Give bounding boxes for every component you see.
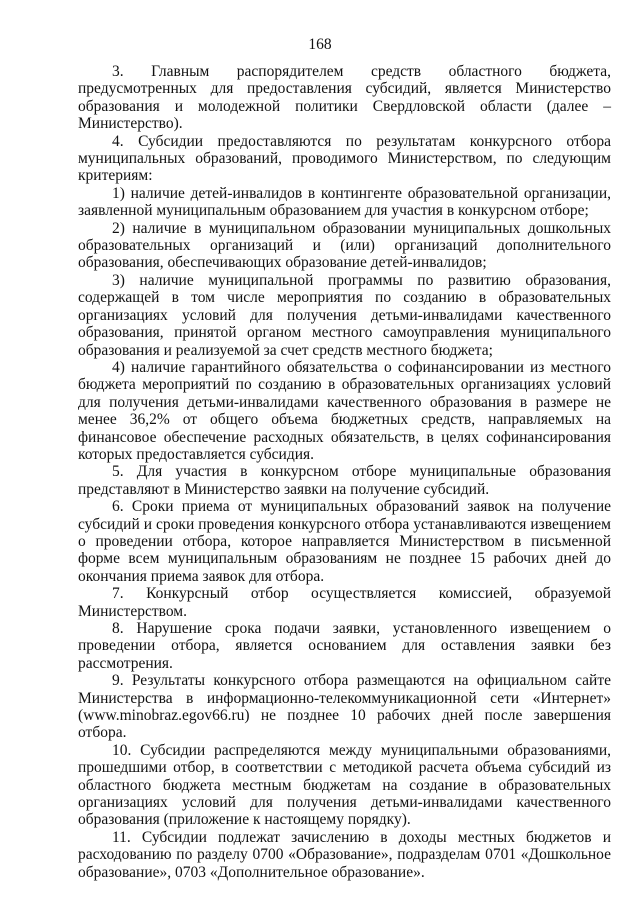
paragraph-10: 10. Субсидии распределяются между муниципальными образованиями, прошедшими отбор, в соответствии с методикой расчета объема субсидий из областного бюджета местным бюджетам на создание в образовательных организациях условий для получения детьми-инвалидами качественного образования (приложение к настоящему порядку). [78,741,611,829]
criterion-3: 3) наличие муниципальной программы по развитию образования, содержащей в том числе мероприятия по созданию в образовательных организациях условий для получения детьми-инвалидами качественного образования, принятой органом местного самоуправления муниципального образования и реализуемой за счет средств местного бюджета; [78,271,611,359]
paragraph-11: 11. Субсидии подлежат зачислению в доходы местных бюджетов и расходованию по разделу 0700 «Образование», подразделам 0701 «Дошкольное образование», 0703 «Дополнительное образование». [78,828,611,881]
paragraph-3: 3. Главным распорядителем средств областного бюджета, предусмотренных для предоставления субсидий, является Министерство образования и молодежной политики Свердловской области (далее – Министерство). [78,63,611,133]
criterion-2: 2) наличие в муниципальном образовании муниципальных дошкольных образовательных организаций и (или) организаций дополнительного образования, обеспечивающих образование детей-инвалидов; [78,219,611,272]
paragraph-6: 6. Сроки приема от муниципальных образований заявок на получение субсидий и сроки проведения конкурсного отбора устанавливаются извещением о проведении отбора, которое направляется Министерством в письменной форме всем муниципальным образованиям не позднее 15 рабочих дней до окончания приема заявок для отбора. [78,498,611,585]
criterion-4: 4) наличие гарантийного обязательства о софинансировании из местного бюджета мероприятий по созданию в образовательных организациях условий для получения детьми-инвалидами качественного образования в размере не менее 36,2% от общего объема бюджетных средств, направляемых на финансовое обеспечение расходных обязательств, в целях софинансирования которых предоставляется субсидия. [78,358,611,463]
paragraph-5: 5. Для участия в конкурсном отборе муниципальные образования представляют в Министерство заявки на получение субсидий. [78,463,611,498]
document-body [78,63,611,881]
paragraph-9: 9. Результаты конкурсного отбора размещаются на официальном сайте Министерства в информационно-телекоммуникационной сети «Интернет» (www.minobraz.egov66.ru) не позднее 10 рабочих дней после завершения отбора. [78,672,611,742]
criterion-1: 1) наличие детей-инвалидов в контингенте образовательной организации, заявленной муниципальным образованием для участия в конкурсном отборе; [78,184,611,220]
page-number: 168 [308,36,332,53]
paragraph-7: 7. Конкурсный отбор осуществляется комиссией, образуемой Министерством. [78,585,611,620]
paragraph-8: 8. Нарушение срока подачи заявки, установленного извещением о проведении отбора, является основанием для оставления заявки без рассмотрения. [78,620,611,672]
paragraph-4: 4. Субсидии предоставляются по результатам конкурсного отбора муниципальных образований, проводимого Министерством, по следующим критериям: [78,132,611,185]
